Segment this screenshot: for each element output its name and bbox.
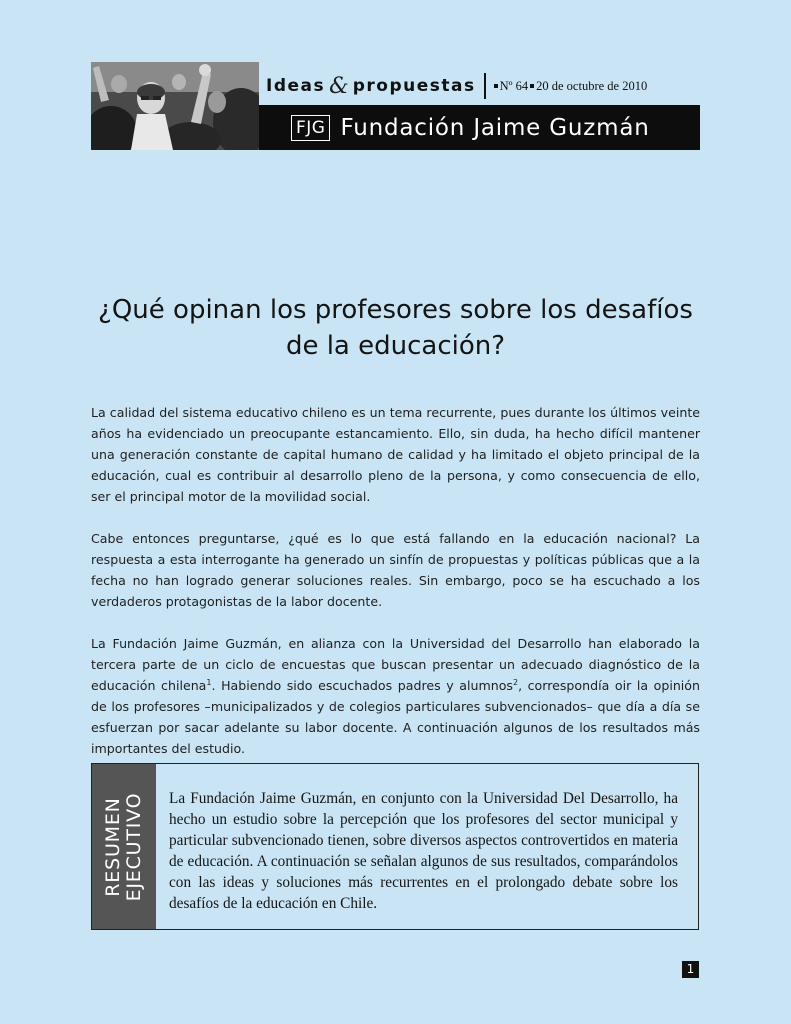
- paragraph-2: Cabe entonces preguntarse, ¿qué es lo que está fallando en la educación nacional? La respuesta a esta interrogante ha generado un sinfín de propuestas y políticas públicas que a la fecha no han logrado generar soluciones reales. Sin embargo, poco se ha escuchado a los verdaderos protagonistas de la labor docente.: [91, 531, 700, 609]
- summary-tab-line-2: EJECUTIVO: [123, 792, 145, 901]
- page-number: 1: [682, 961, 699, 978]
- summary-tab-label: [103, 792, 145, 901]
- paragraph-1: La calidad del sistema educativo chileno es un tema recurrente, pues durante los últimos veinte años ha evidenciado un preocupante estancamiento. Ello, sin duda, ha hecho difícil mantener una generación constante de capital humano de calidad y ha limitado el objeto principal de la educación, cual es contribuir al desarrollo pleno de la persona, y como consecuencia de ello, ser el principal motor de la movilidad social.: [91, 405, 700, 504]
- series-word-propuestas: propuestas: [352, 76, 476, 96]
- masthead: [91, 62, 700, 150]
- executive-summary-box: [91, 763, 699, 930]
- paragraph-3-part-c: , correspondía oir la opinión de los profesores –municipalizados y de colegios particulares subvencionados– que día a día se esfuerzan por sacar adelante su labor docente. A continuación algunos de los resultados más importantes del estudio.: [91, 678, 700, 756]
- foundation-name: [340, 115, 649, 141]
- foundation-name-first: Fundación: [340, 114, 466, 141]
- footnote-ref-1: 1: [206, 677, 212, 687]
- issue-number: Nº 64: [499, 78, 529, 93]
- header-photo: [91, 62, 259, 150]
- summary-text: La Fundación Jaime Guzmán, en conjunto con la Universidad Del Desarrollo, ha hecho un estudio sobre la percepción que los profesores del sector municipal y particular subvencionado tienen, sobre diversos aspectos controvertidos en materia de educación. A continuación se señalan algunos de sus resultados, comparándolos con las ideas y soluciones más recurrentes en el prolongado debate sobre los desafíos de la educación en Chile.: [169, 790, 678, 912]
- issue-date: 20 de octubre de 2010: [536, 78, 648, 93]
- page-title: [60, 292, 731, 364]
- series-divider: [484, 73, 486, 99]
- square-bullet-icon: [494, 84, 498, 88]
- paragraph-3: [91, 633, 700, 759]
- paragraph-3-part-b: . Habiendo sido escuchados padres y alumnos: [211, 678, 513, 693]
- series-word-ideas: Ideas: [266, 76, 326, 96]
- summary-tab: [92, 764, 156, 929]
- series-line: [266, 71, 700, 101]
- summary-tab-line-1: RESUMEN: [102, 796, 124, 897]
- footnote-ref-2: 2: [512, 677, 519, 687]
- title-line-1: ¿Qué opinan los profesores sobre los desafíos: [98, 295, 693, 325]
- foundation-name-rest: Jaime Guzmán: [473, 114, 650, 141]
- title-line-2: de la educación?: [285, 331, 506, 361]
- foundation-banner: [259, 105, 700, 150]
- fjg-logo: FJG: [291, 115, 330, 141]
- crowd-photo-image: [91, 62, 259, 150]
- article-body: [91, 402, 700, 780]
- square-bullet-icon: [530, 84, 534, 88]
- series-ampersand: &: [329, 73, 349, 99]
- paragraph-3-part-a: La Fundación Jaime Guzmán, en alianza con la Universidad del Desarrollo han elaborado la tercera parte de un ciclo de encuestas que buscan presentar un adecuado diagnóstico de la educación chilena: [91, 636, 700, 693]
